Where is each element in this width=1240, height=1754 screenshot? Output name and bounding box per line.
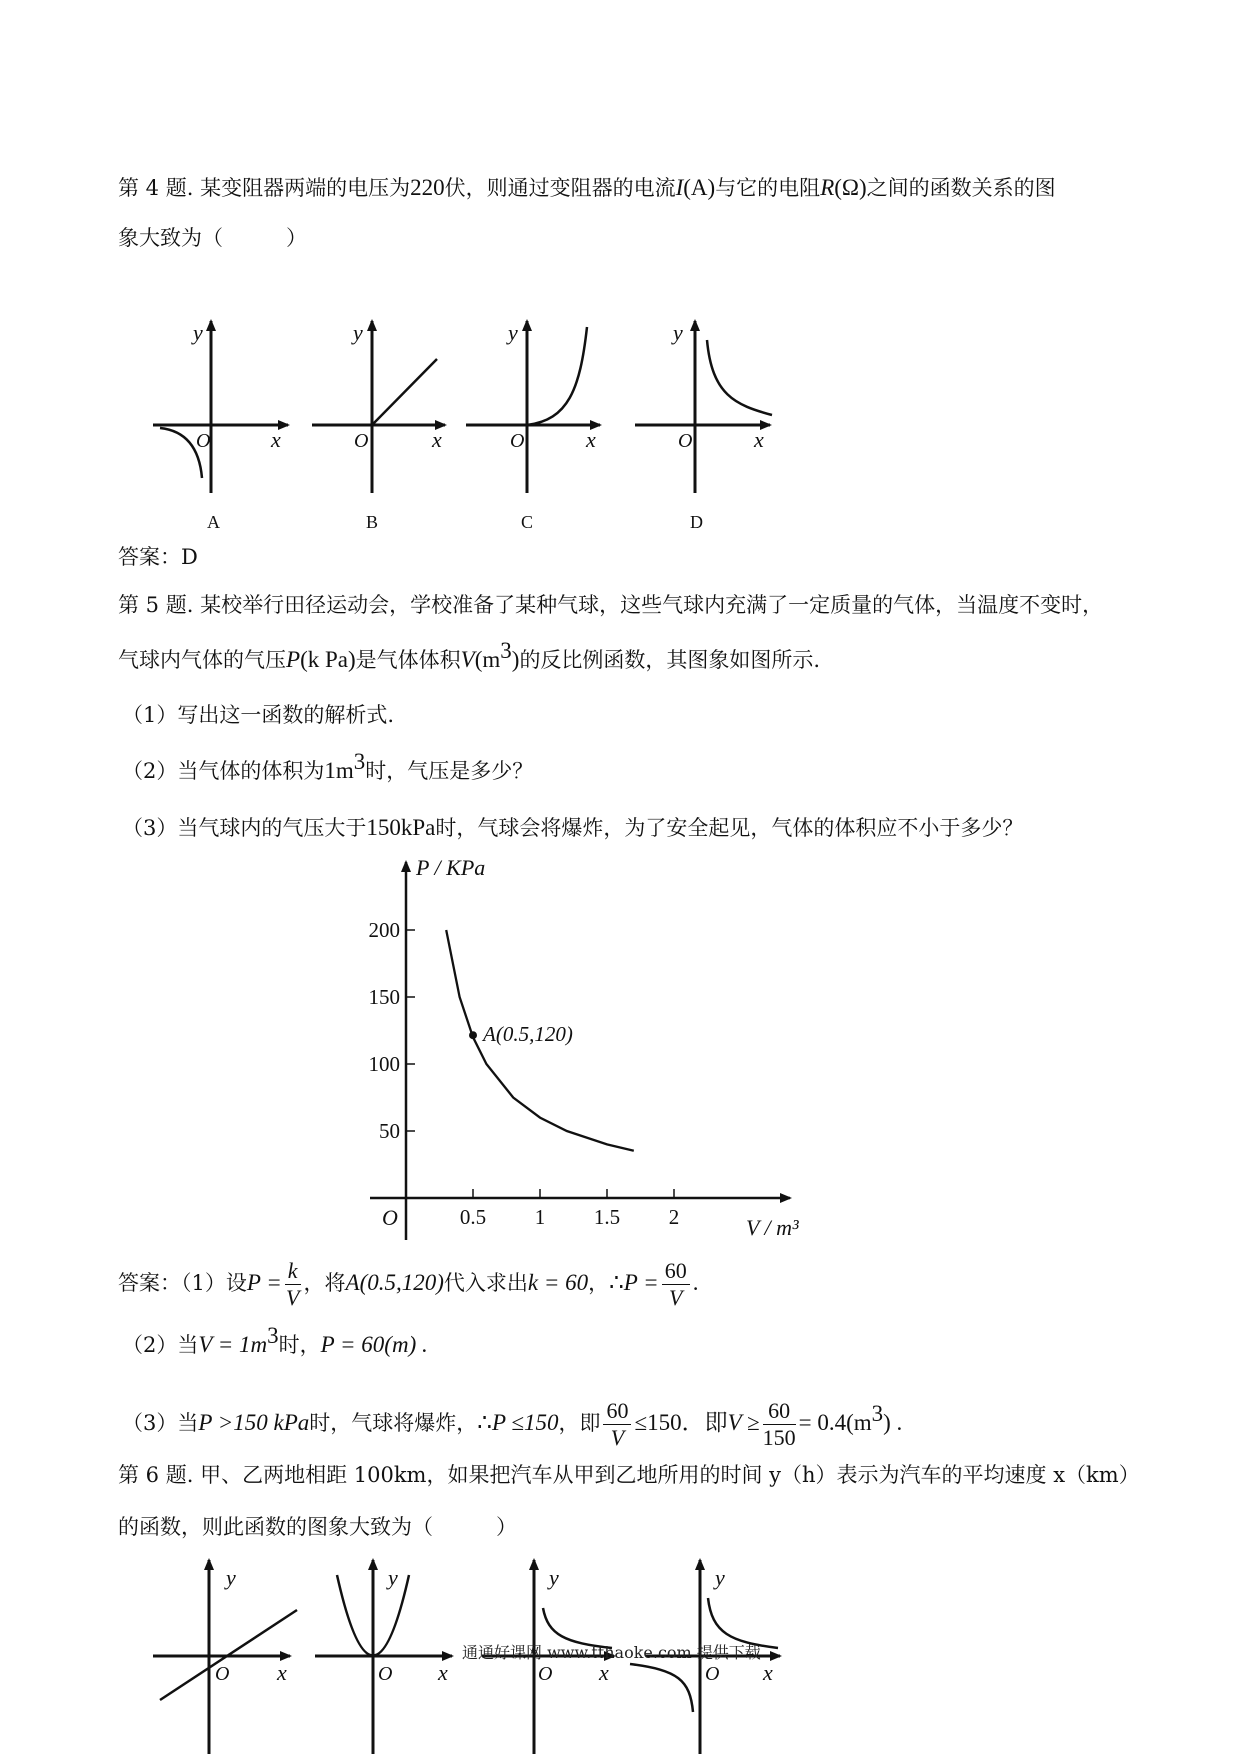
q5-line1: 第 5 题. 某校举行田径运动会，学校准备了某种气球，这些气球内充满了一定质量的气体，当温度不变时， xyxy=(118,593,1104,617)
watermark: 通通好课网 www.tthaoke.com 提供下载 xyxy=(462,1643,761,1662)
fraction-60-over-v: $\frac{60}{V}$ xyxy=(662,1258,690,1311)
svg-text:O: O xyxy=(510,430,525,452)
q4-answer: 答案：D xyxy=(118,545,198,569)
q6-line1: 第 6 题. 甲、乙两地相距 100km，如果把汽车从甲到乙地所用的时间 y（h）表示为汽车的平均速度 x（km） xyxy=(118,1463,1140,1487)
option-b-label: B xyxy=(366,512,379,532)
svg-text:y: y xyxy=(508,320,518,345)
svg-text:O: O xyxy=(378,1663,393,1685)
q4-line1: 第 4 题. 某变阻器两端的电压为220伏，则通过变阻器的电流I(A)与它的电阻R(Ω)之间的函数关系的图 xyxy=(118,175,1056,200)
svg-text:x: x xyxy=(586,427,596,452)
chart-origin-label: O xyxy=(382,1205,398,1230)
q6-graph-2 xyxy=(315,1560,452,1754)
q5-lead: 第 5 题. xyxy=(118,593,194,617)
svg-text:x: x xyxy=(277,1660,287,1685)
y-tick-label: 200 xyxy=(368,918,400,942)
option-a-label: A xyxy=(207,512,220,532)
y-tick-label: 100 xyxy=(368,1052,400,1076)
q6-lead: 第 6 题. xyxy=(118,1463,194,1487)
svg-text:y: y xyxy=(353,320,363,345)
svg-text:y: y xyxy=(549,1565,559,1590)
svg-text:O: O xyxy=(705,1663,720,1685)
svg-text:O: O xyxy=(196,430,211,452)
svg-text:O: O xyxy=(678,430,693,452)
q5-sub2: （2）当气体的体积为$1m^3$时，气压是多少？ xyxy=(122,749,534,783)
svg-text:y: y xyxy=(193,320,203,345)
chart-x-axis-label: V / m³ xyxy=(746,1215,799,1240)
svg-text:O: O xyxy=(538,1663,553,1685)
q6-line2: 的函数，则此函数的图象大致为（ ） xyxy=(118,1515,517,1539)
x-tick-label: 1 xyxy=(534,1205,546,1229)
x-tick-label: 2 xyxy=(668,1205,680,1229)
chart-y-axis-label: P / KPa xyxy=(416,855,486,880)
svg-text:y: y xyxy=(715,1565,725,1590)
svg-text:x: x xyxy=(599,1660,609,1685)
y-tick-label: 50 xyxy=(379,1119,400,1143)
svg-text:x: x xyxy=(271,427,281,452)
option-d-label: D xyxy=(690,512,703,532)
q4-line2: 象大致为（ ） xyxy=(118,226,307,250)
q4-lead: 第 4 题. xyxy=(118,176,194,200)
svg-text:O: O xyxy=(354,430,369,452)
q5-answer-3: （3）当P >150 kPa时，气球将爆炸，∴P ≤150，即 $\frac{60}{V}$ ≤150．即V ≥ $\frac{60}{150}$ = $0.4(m^3)$ . xyxy=(122,1398,903,1450)
svg-text:x: x xyxy=(754,427,764,452)
svg-text:y: y xyxy=(388,1565,398,1590)
q4-voltage: 220 xyxy=(410,175,445,200)
svg-text:x: x xyxy=(432,427,442,452)
svg-text:x: x xyxy=(438,1660,448,1685)
option-c-label: C xyxy=(521,512,534,532)
x-tick-label: 0.5 xyxy=(459,1205,487,1229)
svg-text:y: y xyxy=(673,320,683,345)
q5-sub1: （1）写出这一函数的解析式. xyxy=(122,703,395,727)
svg-text:y: y xyxy=(226,1565,236,1590)
svg-text:x: x xyxy=(763,1660,773,1685)
q5-answer-1: 答案：（1）设P = $\frac{k}{V}$ ，将A(0.5,120)代入求出k = 60，∴P = $\frac{60}{V}$ . xyxy=(118,1258,699,1310)
svg-text:O: O xyxy=(215,1663,230,1685)
q5-line2: 气球内气体的气压P(k Pa)是气体体积$V(m^3)$的反比例函数，其图象如图所示. xyxy=(118,638,821,672)
y-tick-label: 150 xyxy=(368,985,400,1009)
q5-sub3: （3）当气球内的气压大于150kPa时，气球会将爆炸，为了安全起见，气体的体积应不小于多少？ xyxy=(122,815,1024,840)
q5-answer-2: （2）当$V = 1m^3$时，P = 60(m) . xyxy=(122,1323,428,1357)
chart-point-a-label: A(0.5,120) xyxy=(483,1022,573,1047)
q6-graph-1 xyxy=(153,1560,297,1754)
x-tick-label: 1.5 xyxy=(593,1205,621,1229)
fraction-k-over-v: $\frac{k}{V}$ xyxy=(285,1258,300,1310)
